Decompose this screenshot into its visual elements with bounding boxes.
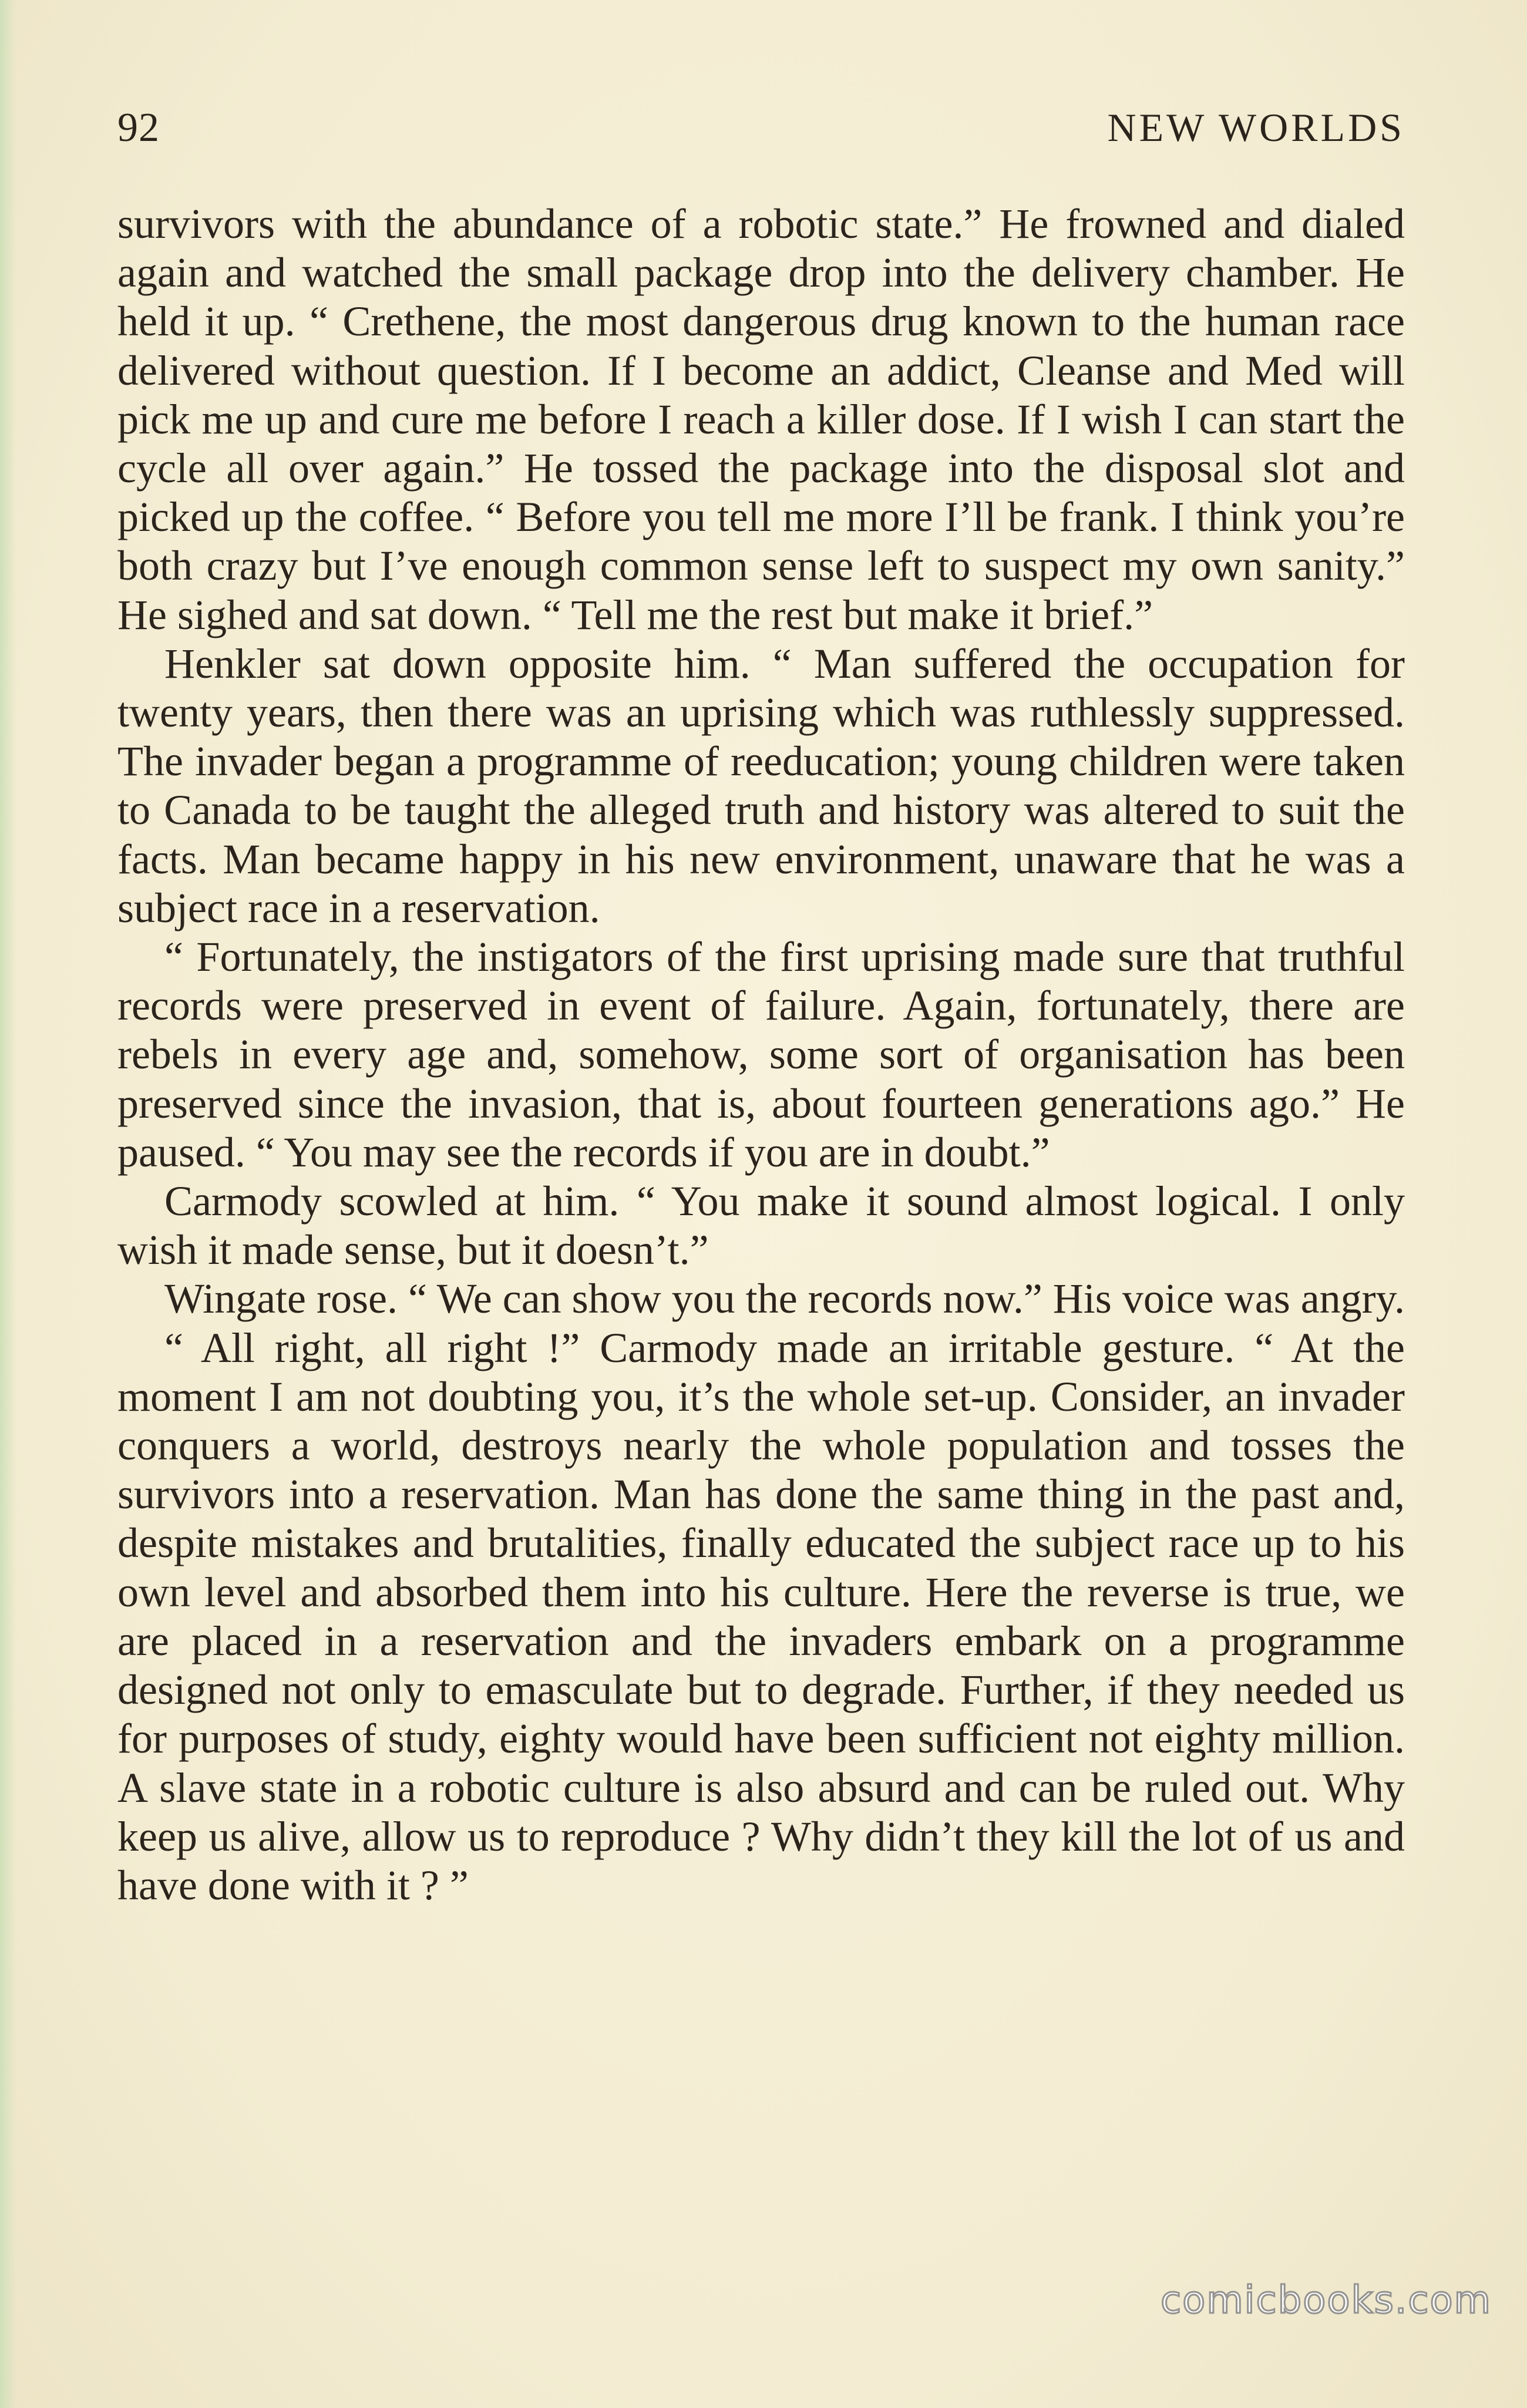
paragraph: “ All right, all right !” Carmody made an irritable gesture. “ At the moment I am not doubting you, it’s the whole set-up. Consider, an invader conquers a world, destroys nearly the whole population and tosses the survivors into a reservation. Man has done the same thing in the past and, despite mistakes and brutalities, finally educated the subject race up to his own level and absorbed them into his culture. Here the reverse is true, we are placed in a reservation and the invaders embark on a programme designed not only to emasculate but to degrade. Further, if they needed us for purposes of study, eighty would have been sufficient not eighty million. A slave state in a robotic culture is also absurd and can be ruled out. Why keep us alive, allow us to reproduce ? Why didn’t they kill the lot of us and have done with it ? ” <box>117 1324 1405 1909</box>
page-edge <box>0 0 16 2408</box>
page-number: 92 <box>117 105 160 150</box>
body-text <box>117 200 1405 1910</box>
paragraph: Henkler sat down opposite him. “ Man suffered the occupation for twenty years, then there was an uprising which was ruthlessly suppressed. The invader began a programme of reeducation; young children were taken to Canada to be taught the alleged truth and history was altered to suit the facts. Man became happy in his new environment, unaware that he was a subject race in a reservation. <box>117 640 1405 931</box>
paragraph: Carmody scowled at him. “ You make it sound almost logical. I only wish it made sense, but it doesn’t.” <box>117 1178 1405 1274</box>
paragraph: survivors with the abundance of a robotic state.” He frowned and dialed again and watched the small package drop into the delivery chamber. He held it up. “ Crethene, the most dangerous drug known to the human race delivered without question. If I become an addict, Cleanse and Med will pick me up and cure me before I reach a killer dose. If I wish I can start the cycle all over again.” He tossed the package into the disposal slot and picked up the coffee. “ Before you tell me more I’ll be frank. I think you’re both crazy but I’ve enough common sense left to suspect my own sanity.” He sighed and sat down. “ Tell me the rest but make it brief.” <box>117 200 1405 638</box>
paragraph: “ Fortunately, the instigators of the first uprising made sure that truthful records were preserved in event of failure. Again, fortunately, there are rebels in every age and, somehow, some sort of organisation has been preserved since the invasion, that is, about fourteen generations ago.” He paused. “ You may see the records if you are in doubt.” <box>117 933 1405 1176</box>
watermark: comicbooks.com <box>1160 2279 1492 2322</box>
paragraph: Wingate rose. “ We can show you the records now.” His voice was angry. <box>164 1275 1405 1323</box>
page-header <box>117 105 1405 157</box>
running-title: NEW WORLDS <box>1107 105 1405 150</box>
